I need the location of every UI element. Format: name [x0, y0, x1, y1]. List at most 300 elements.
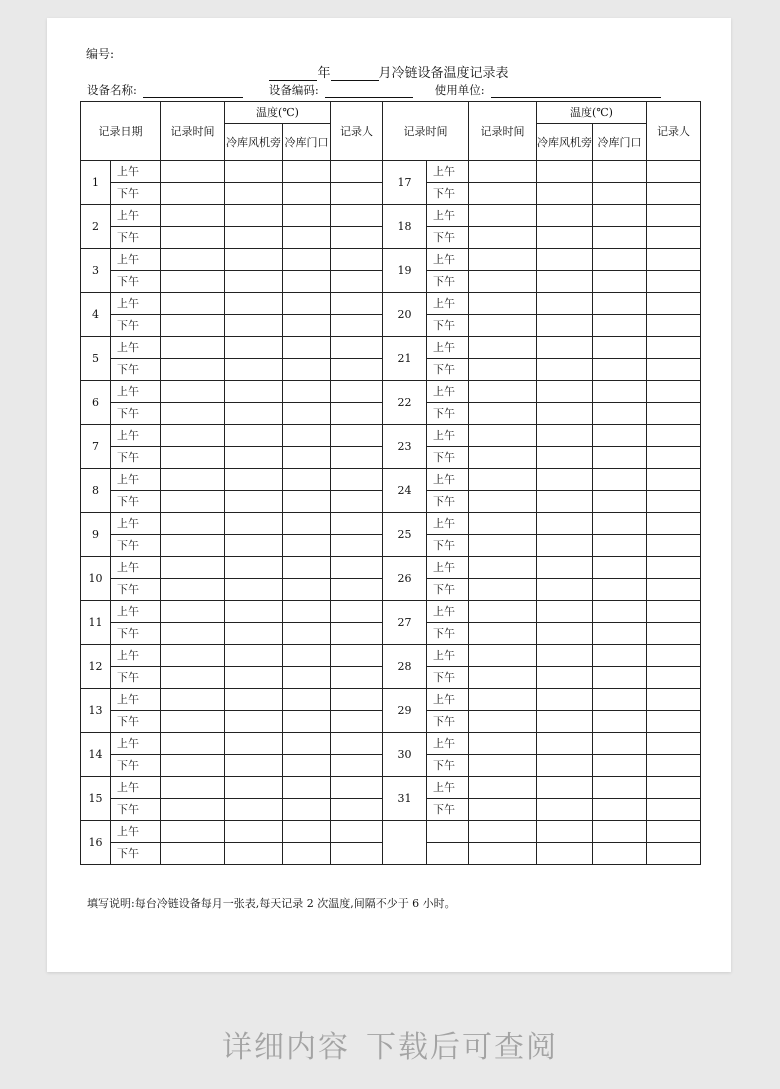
fan-temp-cell-left[interactable] — [225, 645, 283, 667]
time-cell-right[interactable] — [469, 623, 537, 645]
recorder-cell-left[interactable] — [331, 337, 383, 359]
time-cell-left[interactable] — [161, 293, 225, 315]
door-temp-cell-right[interactable] — [593, 623, 647, 645]
door-temp-cell-left[interactable] — [283, 513, 331, 535]
fan-temp-cell-left[interactable] — [225, 359, 283, 381]
recorder-cell-right[interactable] — [647, 491, 701, 513]
time-cell-right[interactable] — [469, 513, 537, 535]
door-temp-cell-left[interactable] — [283, 315, 331, 337]
recorder-cell-right[interactable] — [647, 183, 701, 205]
fan-temp-cell-left[interactable] — [225, 447, 283, 469]
door-temp-cell-left[interactable] — [283, 623, 331, 645]
recorder-cell-right[interactable] — [647, 557, 701, 579]
fan-temp-cell-right[interactable] — [537, 557, 593, 579]
door-temp-cell-left[interactable] — [283, 491, 331, 513]
recorder-cell-left[interactable] — [331, 821, 383, 843]
fan-temp-cell-right[interactable] — [537, 469, 593, 491]
fill-instructions: 填写说明:每台冷链设备每月一张表,每天记录 2 次温度,间隔不少于 6 小时。 — [87, 897, 456, 910]
fan-temp-cell-right[interactable] — [537, 689, 593, 711]
fan-temp-cell-right[interactable] — [537, 579, 593, 601]
door-temp-cell-left[interactable] — [283, 821, 331, 843]
time-cell-left[interactable] — [161, 777, 225, 799]
fan-temp-cell-left[interactable] — [225, 821, 283, 843]
door-temp-cell-right[interactable] — [593, 161, 647, 183]
period-label-left: 下午 — [111, 623, 161, 645]
recorder-cell-right[interactable] — [647, 315, 701, 337]
table-row — [81, 381, 701, 403]
recorder-cell-right[interactable] — [647, 337, 701, 359]
time-cell-right[interactable] — [469, 601, 537, 623]
fan-temp-cell-right[interactable] — [537, 843, 593, 865]
door-temp-cell-right[interactable] — [593, 799, 647, 821]
table-row — [81, 645, 701, 667]
time-cell-right[interactable] — [469, 425, 537, 447]
recorder-cell-right[interactable] — [647, 689, 701, 711]
door-temp-cell-right[interactable] — [593, 183, 647, 205]
time-cell-left[interactable] — [161, 535, 225, 557]
time-cell-right[interactable] — [469, 183, 537, 205]
time-cell-left[interactable] — [161, 733, 225, 755]
door-temp-cell-left[interactable] — [283, 359, 331, 381]
table-row — [81, 557, 701, 579]
door-temp-cell-left[interactable] — [283, 447, 331, 469]
year-blank[interactable] — [269, 66, 317, 81]
door-temp-cell-right[interactable] — [593, 689, 647, 711]
table-row — [81, 337, 701, 359]
recorder-cell-right[interactable] — [647, 293, 701, 315]
fan-temp-cell-left[interactable] — [225, 271, 283, 293]
fan-temp-cell-right[interactable] — [537, 447, 593, 469]
time-cell-right[interactable] — [469, 491, 537, 513]
time-cell-left[interactable] — [161, 491, 225, 513]
fan-temp-cell-left[interactable] — [225, 337, 283, 359]
day-number-left: 13 — [81, 689, 111, 733]
door-temp-cell-right[interactable] — [593, 777, 647, 799]
fan-temp-cell-left[interactable] — [225, 227, 283, 249]
time-cell-right[interactable] — [469, 161, 537, 183]
door-temp-cell-left[interactable] — [283, 557, 331, 579]
fan-temp-cell-right[interactable] — [537, 513, 593, 535]
door-temp-cell-right[interactable] — [593, 403, 647, 425]
time-cell-left[interactable] — [161, 601, 225, 623]
period-label-right: 下午 — [427, 711, 469, 733]
door-temp-cell-right[interactable] — [593, 667, 647, 689]
door-temp-cell-right[interactable] — [593, 249, 647, 271]
fan-temp-cell-left[interactable] — [225, 843, 283, 865]
device-code-blank[interactable] — [325, 83, 413, 98]
day-number-right: 22 — [383, 381, 427, 425]
day-number-right: 27 — [383, 601, 427, 645]
time-cell-left[interactable] — [161, 645, 225, 667]
door-temp-cell-left[interactable] — [283, 645, 331, 667]
fan-temp-cell-right[interactable] — [537, 733, 593, 755]
time-cell-left[interactable] — [161, 469, 225, 491]
door-temp-cell-left[interactable] — [283, 689, 331, 711]
time-cell-left[interactable] — [161, 359, 225, 381]
door-temp-cell-left[interactable] — [283, 403, 331, 425]
day-number-left: 5 — [81, 337, 111, 381]
time-cell-left[interactable] — [161, 821, 225, 843]
door-temp-cell-right[interactable] — [593, 491, 647, 513]
recorder-cell-right[interactable] — [647, 513, 701, 535]
period-label-left: 下午 — [111, 491, 161, 513]
door-temp-cell-right[interactable] — [593, 293, 647, 315]
time-cell-right[interactable] — [469, 777, 537, 799]
fan-temp-cell-right[interactable] — [537, 227, 593, 249]
door-temp-cell-left[interactable] — [283, 425, 331, 447]
fan-temp-cell-right[interactable] — [537, 205, 593, 227]
time-cell-right[interactable] — [469, 271, 537, 293]
recorder-cell-right[interactable] — [647, 161, 701, 183]
unit-blank[interactable] — [491, 83, 661, 98]
door-temp-cell-left[interactable] — [283, 579, 331, 601]
fan-temp-cell-left[interactable] — [225, 601, 283, 623]
door-temp-cell-left[interactable] — [283, 205, 331, 227]
fan-temp-cell-left[interactable] — [225, 403, 283, 425]
time-cell-left[interactable] — [161, 403, 225, 425]
fan-temp-cell-right[interactable] — [537, 381, 593, 403]
time-cell-right[interactable] — [469, 799, 537, 821]
fan-temp-cell-left[interactable] — [225, 491, 283, 513]
day-number-right: 23 — [383, 425, 427, 469]
fan-temp-cell-right[interactable] — [537, 645, 593, 667]
recorder-cell-right[interactable] — [647, 667, 701, 689]
fan-temp-cell-right[interactable] — [537, 491, 593, 513]
door-temp-cell-right[interactable] — [593, 315, 647, 337]
time-cell-left[interactable] — [161, 161, 225, 183]
time-cell-left[interactable] — [161, 381, 225, 403]
recorder-cell-right[interactable] — [647, 755, 701, 777]
time-cell-left[interactable] — [161, 513, 225, 535]
fan-temp-cell-left[interactable] — [225, 425, 283, 447]
recorder-cell-right[interactable] — [647, 843, 701, 865]
time-cell-right[interactable] — [469, 337, 537, 359]
fan-temp-cell-right[interactable] — [537, 799, 593, 821]
recorder-cell-left[interactable] — [331, 601, 383, 623]
time-cell-left[interactable] — [161, 711, 225, 733]
door-temp-cell-left[interactable] — [283, 733, 331, 755]
fan-temp-cell-left[interactable] — [225, 513, 283, 535]
recorder-cell-left[interactable] — [331, 447, 383, 469]
recorder-cell-left[interactable] — [331, 205, 383, 227]
door-temp-cell-right[interactable] — [593, 359, 647, 381]
door-temp-cell-right[interactable] — [593, 711, 647, 733]
fan-temp-cell-right[interactable] — [537, 777, 593, 799]
fan-temp-cell-left[interactable] — [225, 293, 283, 315]
recorder-cell-right[interactable] — [647, 205, 701, 227]
fan-temp-cell-left[interactable] — [225, 733, 283, 755]
door-temp-cell-right[interactable] — [593, 535, 647, 557]
time-cell-right[interactable] — [469, 359, 537, 381]
recorder-cell-left[interactable] — [331, 381, 383, 403]
door-temp-cell-left[interactable] — [283, 337, 331, 359]
month-blank[interactable] — [331, 66, 379, 81]
recorder-cell-left[interactable] — [331, 425, 383, 447]
fan-temp-cell-right[interactable] — [537, 359, 593, 381]
fan-temp-cell-right[interactable] — [537, 271, 593, 293]
door-temp-cell-left[interactable] — [283, 601, 331, 623]
recorder-cell-left[interactable] — [331, 557, 383, 579]
fan-temp-cell-right[interactable] — [537, 183, 593, 205]
door-temp-cell-right[interactable] — [593, 755, 647, 777]
time-cell-right[interactable] — [469, 645, 537, 667]
fan-temp-cell-left[interactable] — [225, 469, 283, 491]
door-temp-cell-left[interactable] — [283, 843, 331, 865]
recorder-cell-right[interactable] — [647, 733, 701, 755]
day-number-left: 16 — [81, 821, 111, 865]
door-temp-cell-left[interactable] — [283, 293, 331, 315]
door-temp-cell-right[interactable] — [593, 843, 647, 865]
recorder-cell-right[interactable] — [647, 821, 701, 843]
door-temp-cell-left[interactable] — [283, 227, 331, 249]
recorder-cell-left[interactable] — [331, 315, 383, 337]
fan-temp-cell-left[interactable] — [225, 183, 283, 205]
door-temp-cell-left[interactable] — [283, 381, 331, 403]
fan-temp-cell-right[interactable] — [537, 711, 593, 733]
recorder-cell-left[interactable] — [331, 689, 383, 711]
day-number-right: 29 — [383, 689, 427, 733]
recorder-cell-right[interactable] — [647, 403, 701, 425]
recorder-cell-right[interactable] — [647, 469, 701, 491]
table-row — [81, 689, 701, 711]
fan-temp-cell-right[interactable] — [537, 315, 593, 337]
door-temp-cell-right[interactable] — [593, 557, 647, 579]
fan-temp-cell-left[interactable] — [225, 161, 283, 183]
time-cell-right[interactable] — [469, 711, 537, 733]
fan-temp-cell-right[interactable] — [537, 755, 593, 777]
recorder-cell-right[interactable] — [647, 579, 701, 601]
recorder-cell-left[interactable] — [331, 843, 383, 865]
door-temp-cell-right[interactable] — [593, 205, 647, 227]
fan-temp-cell-left[interactable] — [225, 755, 283, 777]
time-cell-right[interactable] — [469, 447, 537, 469]
door-temp-cell-right[interactable] — [593, 227, 647, 249]
time-cell-left[interactable] — [161, 315, 225, 337]
recorder-cell-right[interactable] — [647, 645, 701, 667]
period-label-left: 上午 — [111, 513, 161, 535]
time-cell-right[interactable] — [469, 535, 537, 557]
period-label-left: 上午 — [111, 689, 161, 711]
recorder-cell-right[interactable] — [647, 535, 701, 557]
fan-temp-cell-left[interactable] — [225, 535, 283, 557]
device-info-line — [87, 82, 661, 98]
recorder-cell-left[interactable] — [331, 491, 383, 513]
time-cell-left[interactable] — [161, 271, 225, 293]
time-cell-right[interactable] — [469, 227, 537, 249]
recorder-cell-right[interactable] — [647, 623, 701, 645]
recorder-cell-right[interactable] — [647, 425, 701, 447]
fan-temp-cell-left[interactable] — [225, 623, 283, 645]
door-temp-cell-left[interactable] — [283, 249, 331, 271]
door-temp-cell-left[interactable] — [283, 469, 331, 491]
fan-temp-cell-left[interactable] — [225, 381, 283, 403]
time-cell-right[interactable] — [469, 821, 537, 843]
period-label-left: 下午 — [111, 359, 161, 381]
recorder-cell-left[interactable] — [331, 711, 383, 733]
col-recorder-header: 记录人 — [331, 102, 383, 161]
fan-temp-cell-right[interactable] — [537, 161, 593, 183]
period-label-left: 上午 — [111, 425, 161, 447]
time-cell-right[interactable] — [469, 755, 537, 777]
time-cell-right[interactable] — [469, 249, 537, 271]
door-temp-cell-right[interactable] — [593, 733, 647, 755]
door-temp-cell-right[interactable] — [593, 447, 647, 469]
recorder-cell-right[interactable] — [647, 249, 701, 271]
fan-temp-cell-left[interactable] — [225, 667, 283, 689]
door-temp-cell-right[interactable] — [593, 821, 647, 843]
door-temp-cell-left[interactable] — [283, 711, 331, 733]
door-temp-cell-right[interactable] — [593, 513, 647, 535]
door-temp-cell-left[interactable] — [283, 183, 331, 205]
download-hint — [0, 1022, 780, 1066]
time-cell-right[interactable] — [469, 205, 537, 227]
door-temp-cell-right[interactable] — [593, 601, 647, 623]
door-temp-cell-right[interactable] — [593, 645, 647, 667]
recorder-cell-left[interactable] — [331, 799, 383, 821]
time-cell-right[interactable] — [469, 733, 537, 755]
table-row — [81, 161, 701, 183]
time-cell-left[interactable] — [161, 579, 225, 601]
period-label-right: 下午 — [427, 667, 469, 689]
time-cell-right[interactable] — [469, 403, 537, 425]
col-date-header: 记录日期 — [81, 102, 161, 161]
time-cell-left[interactable] — [161, 623, 225, 645]
fan-temp-cell-left[interactable] — [225, 799, 283, 821]
period-label-left: 下午 — [111, 227, 161, 249]
recorder-cell-right[interactable] — [647, 381, 701, 403]
recorder-cell-right[interactable] — [647, 601, 701, 623]
time-cell-left[interactable] — [161, 183, 225, 205]
recorder-cell-left[interactable] — [331, 227, 383, 249]
fan-temp-cell-left[interactable] — [225, 579, 283, 601]
time-cell-left[interactable] — [161, 205, 225, 227]
time-cell-left[interactable] — [161, 249, 225, 271]
door-temp-cell-left[interactable] — [283, 799, 331, 821]
door-temp-cell-left[interactable] — [283, 777, 331, 799]
door-temp-cell-right[interactable] — [593, 271, 647, 293]
recorder-cell-left[interactable] — [331, 293, 383, 315]
door-temp-cell-right[interactable] — [593, 579, 647, 601]
fan-temp-cell-right[interactable] — [537, 249, 593, 271]
time-cell-right[interactable] — [469, 667, 537, 689]
recorder-cell-right[interactable] — [647, 271, 701, 293]
period-label-left: 下午 — [111, 799, 161, 821]
time-cell-left[interactable] — [161, 227, 225, 249]
fan-temp-cell-right[interactable] — [537, 403, 593, 425]
recorder-cell-left[interactable] — [331, 403, 383, 425]
recorder-cell-left[interactable] — [331, 535, 383, 557]
time-cell-right[interactable] — [469, 557, 537, 579]
time-cell-left[interactable] — [161, 425, 225, 447]
recorder-cell-left[interactable] — [331, 249, 383, 271]
fan-temp-cell-left[interactable] — [225, 711, 283, 733]
recorder-cell-left[interactable] — [331, 777, 383, 799]
fan-temp-cell-right[interactable] — [537, 821, 593, 843]
recorder-cell-left[interactable] — [331, 733, 383, 755]
door-temp-cell-right[interactable] — [593, 425, 647, 447]
day-number-left: 12 — [81, 645, 111, 689]
recorder-cell-left[interactable] — [331, 755, 383, 777]
recorder-cell-right[interactable] — [647, 447, 701, 469]
col-temp-fan-header: 冷库风机旁 — [225, 124, 283, 161]
period-label-left: 下午 — [111, 535, 161, 557]
time-cell-left[interactable] — [161, 689, 225, 711]
col-time-header-right-2: 记录时间 — [469, 102, 537, 161]
recorder-cell-right[interactable] — [647, 799, 701, 821]
recorder-cell-right[interactable] — [647, 359, 701, 381]
recorder-cell-left[interactable] — [331, 359, 383, 381]
door-temp-cell-right[interactable] — [593, 337, 647, 359]
time-cell-right[interactable] — [469, 843, 537, 865]
door-temp-cell-left[interactable] — [283, 271, 331, 293]
table-row — [81, 601, 701, 623]
door-temp-cell-left[interactable] — [283, 161, 331, 183]
recorder-cell-right[interactable] — [647, 777, 701, 799]
time-cell-left[interactable] — [161, 799, 225, 821]
time-cell-right[interactable] — [469, 689, 537, 711]
recorder-cell-right[interactable] — [647, 711, 701, 733]
time-cell-left[interactable] — [161, 557, 225, 579]
recorder-cell-left[interactable] — [331, 271, 383, 293]
recorder-cell-left[interactable] — [331, 579, 383, 601]
time-cell-left[interactable] — [161, 447, 225, 469]
recorder-cell-right[interactable] — [647, 227, 701, 249]
fan-temp-cell-right[interactable] — [537, 293, 593, 315]
time-cell-right[interactable] — [469, 293, 537, 315]
door-temp-cell-right[interactable] — [593, 381, 647, 403]
recorder-cell-left[interactable] — [331, 623, 383, 645]
recorder-cell-left[interactable] — [331, 161, 383, 183]
time-cell-left[interactable] — [161, 843, 225, 865]
fan-temp-cell-right[interactable] — [537, 337, 593, 359]
fan-temp-cell-left[interactable] — [225, 557, 283, 579]
recorder-cell-left[interactable] — [331, 183, 383, 205]
fan-temp-cell-left[interactable] — [225, 205, 283, 227]
fan-temp-cell-right[interactable] — [537, 425, 593, 447]
table-row — [81, 733, 701, 755]
day-number-left: 6 — [81, 381, 111, 425]
fan-temp-cell-right[interactable] — [537, 535, 593, 557]
fan-temp-cell-left[interactable] — [225, 689, 283, 711]
time-cell-left[interactable] — [161, 667, 225, 689]
fan-temp-cell-left[interactable] — [225, 315, 283, 337]
door-temp-cell-right[interactable] — [593, 469, 647, 491]
door-temp-cell-left[interactable] — [283, 535, 331, 557]
time-cell-right[interactable] — [469, 579, 537, 601]
day-number-left: 15 — [81, 777, 111, 821]
recorder-cell-left[interactable] — [331, 645, 383, 667]
day-number-right — [383, 821, 427, 865]
time-cell-right[interactable] — [469, 315, 537, 337]
recorder-cell-left[interactable] — [331, 513, 383, 535]
recorder-cell-left[interactable] — [331, 469, 383, 491]
time-cell-left[interactable] — [161, 337, 225, 359]
period-label-left: 上午 — [111, 557, 161, 579]
fan-temp-cell-right[interactable] — [537, 623, 593, 645]
fan-temp-cell-right[interactable] — [537, 667, 593, 689]
door-temp-cell-left[interactable] — [283, 667, 331, 689]
col-time-header: 记录时间 — [161, 102, 225, 161]
fan-temp-cell-left[interactable] — [225, 777, 283, 799]
fan-temp-cell-right[interactable] — [537, 601, 593, 623]
device-name-blank[interactable] — [143, 83, 243, 98]
time-cell-right[interactable] — [469, 469, 537, 491]
fan-temp-cell-left[interactable] — [225, 249, 283, 271]
door-temp-cell-left[interactable] — [283, 755, 331, 777]
time-cell-left[interactable] — [161, 755, 225, 777]
recorder-cell-left[interactable] — [331, 667, 383, 689]
time-cell-right[interactable] — [469, 381, 537, 403]
